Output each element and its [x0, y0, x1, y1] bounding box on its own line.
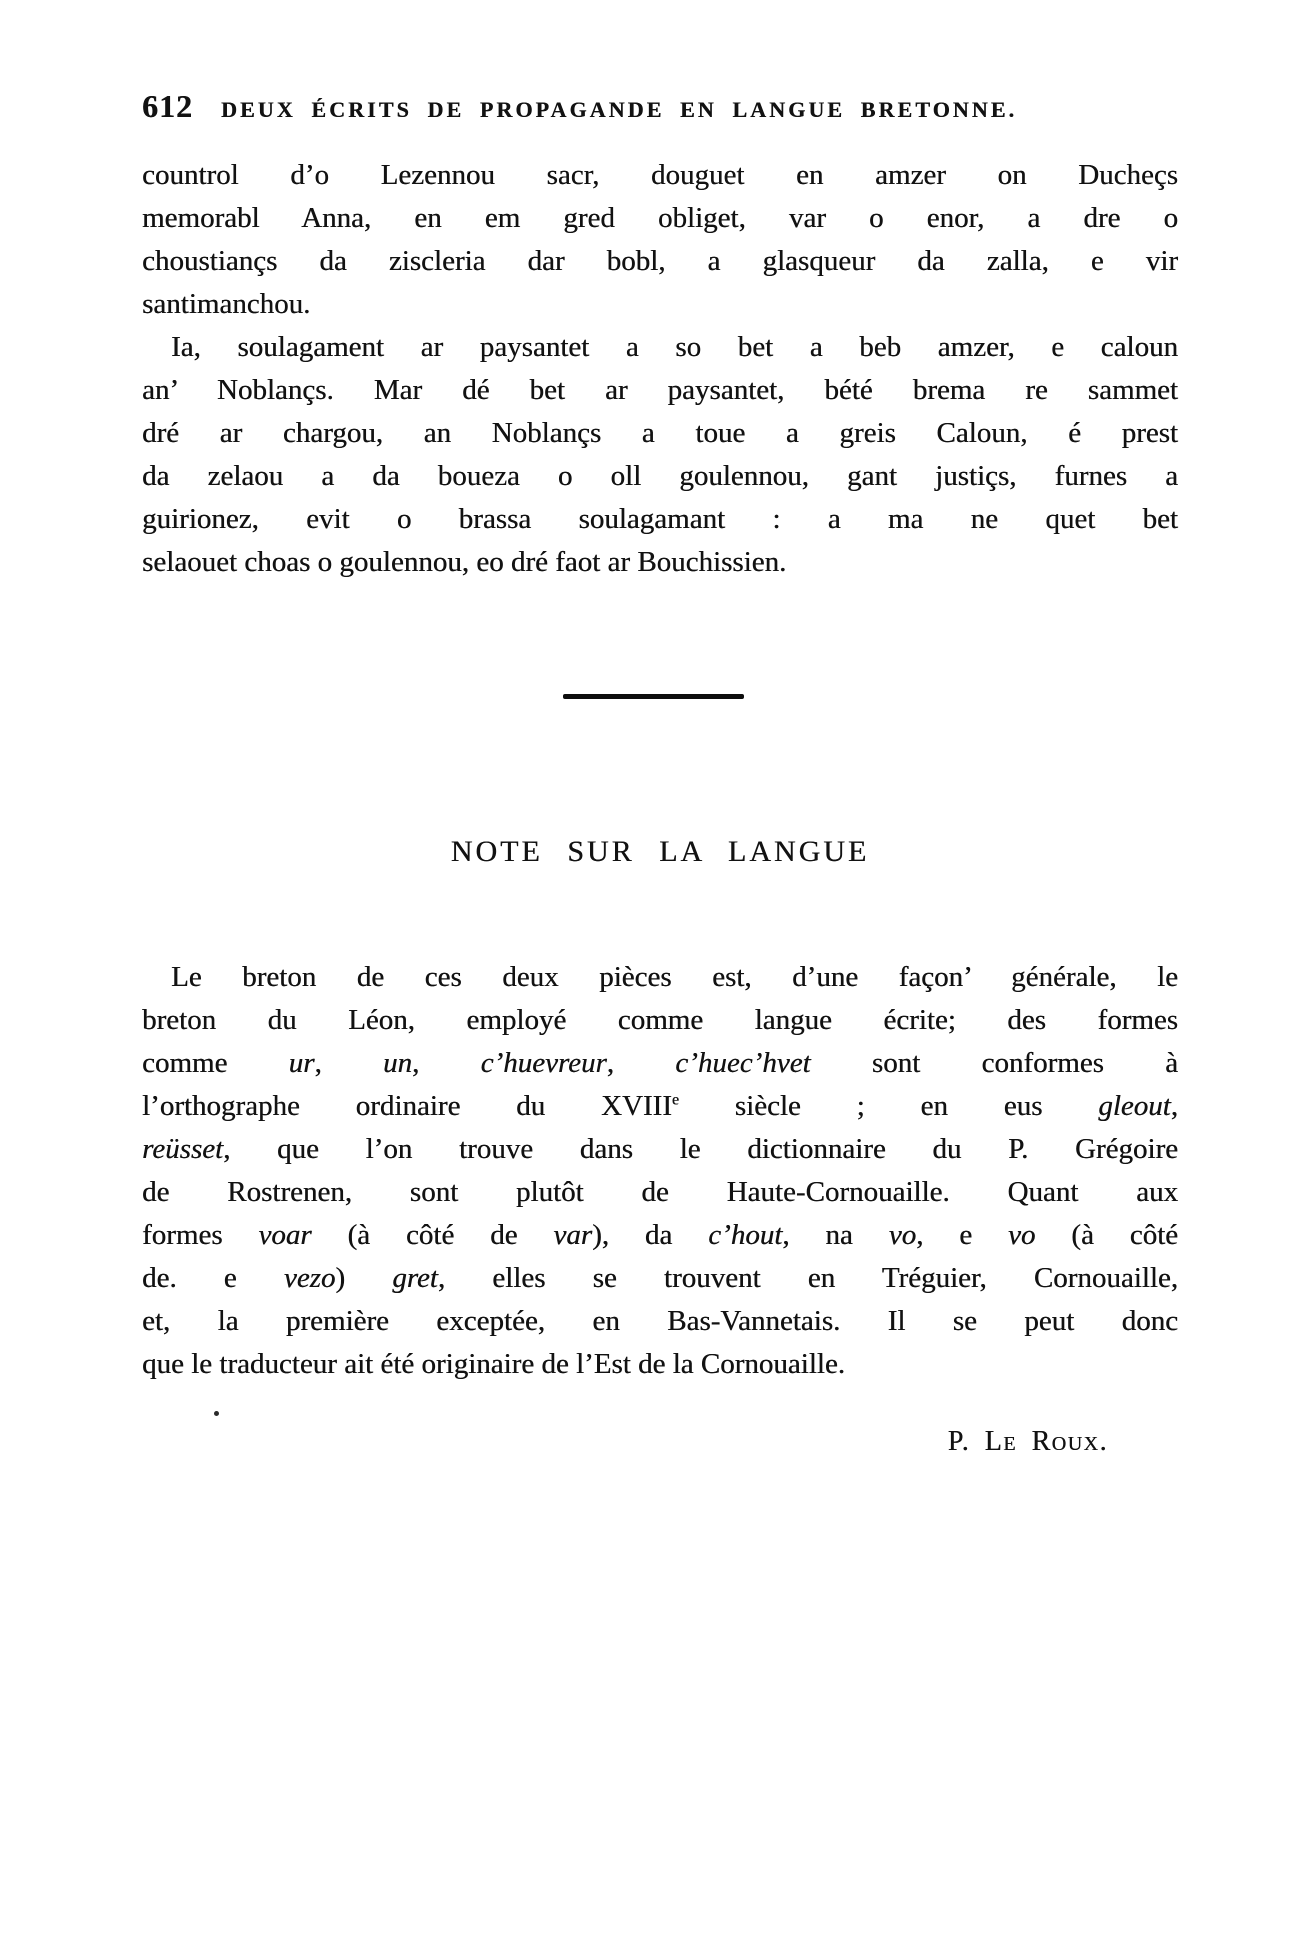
note-paragraph: Le breton de ces deux pièces est, d’une façon’ générale, le breton du Léon, employé comme langue écrite; des formes comme ur, un, c’huevreur, c’huec’hvet sont conformes à l’orthographe ordinaire du XVIIIe siècle ; en eus gleout, reüsset, que l’on trouve dans le dictionnaire du P. Grégoire de Rostrenen, sont plutôt de Haute-Cornouaille. Quant aux formes voar (à côté de var), da c’hout, na vo, e vo (à côté de. e vezo) gret, elles se trouvent en Tréguier, Cornouaille, et, la première exceptée, en Bas-Vannetais. Il se peut donc que le traducteur ait été originaire de l’Est de la Cornouaille. — [142, 961, 1179, 1380]
breton-text-block — [142, 154, 1178, 584]
breton-paragraph-1: countrol d’o Lezennou sacr, douguet en amzer on Ducheçs memorabl Anna, en em gred obliget, var o enor, a dre o choustiançs da ziscleria dar bobl, a glasqueur da zalla, e vir santimanchou. — [142, 159, 1178, 320]
section-heading: NOTE SUR LA LANGUE — [450, 835, 870, 868]
page-number: 612 — [142, 88, 193, 124]
page-header — [142, 88, 1178, 125]
breton-paragraph-2: Ia, soulagament ar paysantet a so bet a beb amzer, e caloun an’ Noblançs. Mar dé bet ar paysantet, bété brema re sammet dré ar chargou, an Noblançs a toue a greis Caloun, é prest da zelaou a da boueza o oll goulennou, gant justiçs, furnes a guirionez, evit o brassa soulagamant : a ma ne quet bet selaouet choas o goulennou, eo dré faot ar Bouchissien. — [142, 331, 1178, 578]
note-text-block — [142, 956, 1178, 1386]
running-title: DEUX ÉCRITS DE PROPAGANDE EN LANGUE BRETONNE. — [221, 97, 1018, 122]
ink-speck — [214, 1411, 219, 1416]
author-signature: P. Le Roux. — [947, 1426, 1108, 1457]
section-divider — [563, 694, 744, 699]
